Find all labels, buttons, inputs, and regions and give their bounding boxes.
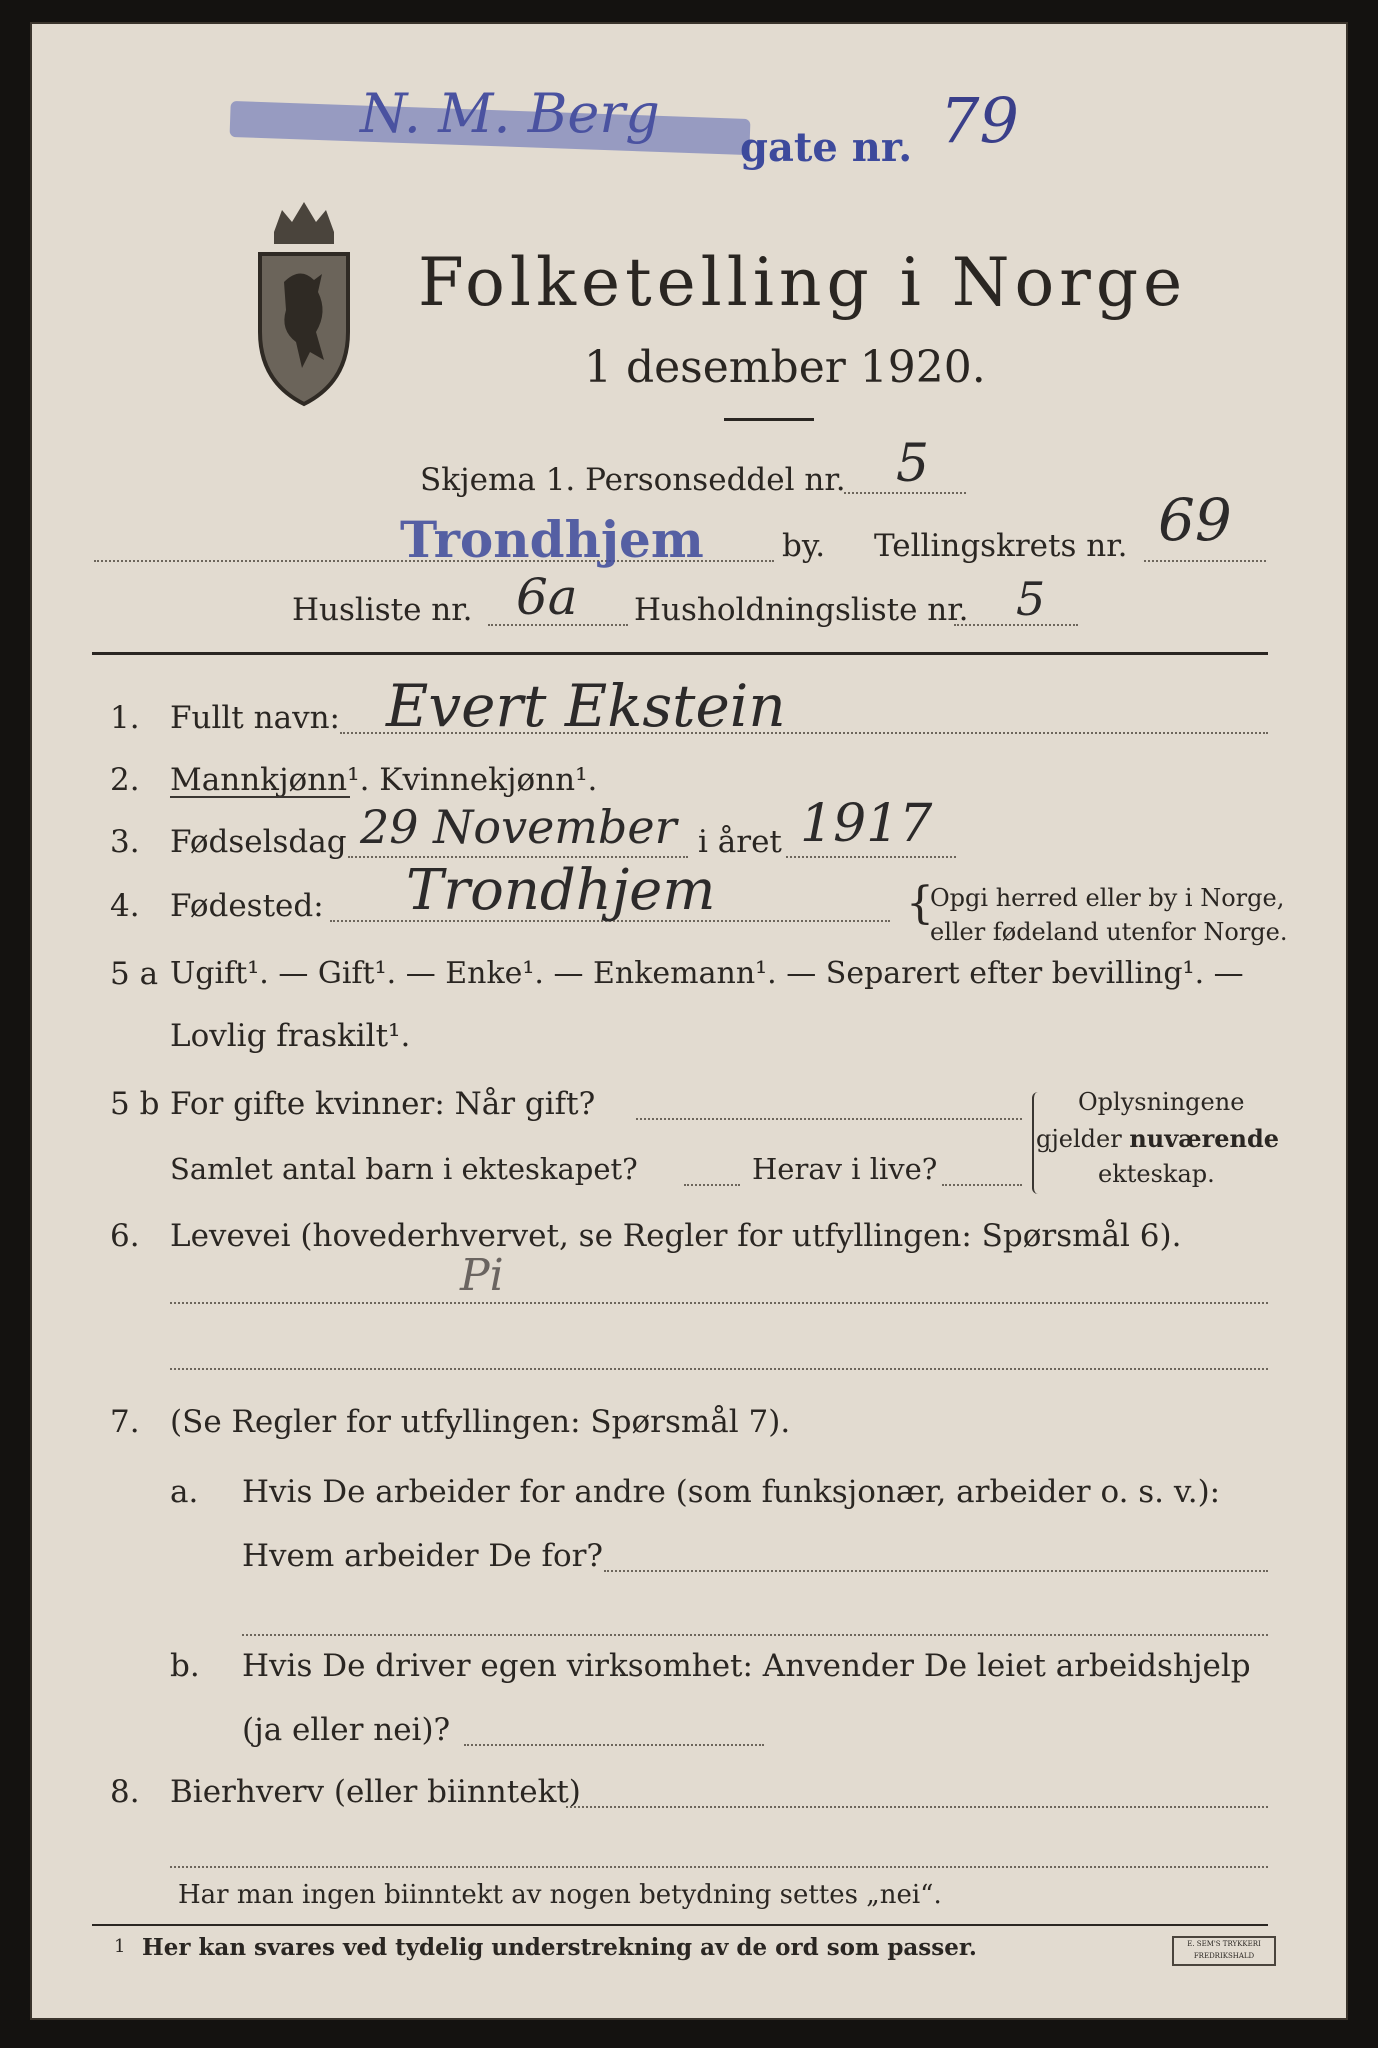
q5a-line1: Ugift¹. — Gift¹. — Enke¹. — Enkemann¹. — Separert efter bevilling¹. — — [170, 956, 1244, 991]
q7b-line1: Hvis De driver egen virksomhet: Anvender De leiet arbeidshjelp — [242, 1648, 1251, 1684]
q7a-line-2 — [242, 1634, 1268, 1636]
header-rule — [92, 652, 1268, 655]
street-name-handwritten: N. M. Berg — [360, 82, 660, 145]
q7a-letter: a. — [170, 1474, 199, 1510]
q6-value: Pi — [460, 1250, 504, 1301]
q1-number: 1. — [110, 700, 140, 736]
q8-number: 8. — [110, 1774, 140, 1810]
street-number: 79 — [940, 84, 1019, 157]
husholdning-value: 5 — [1016, 572, 1046, 626]
q7b-letter: b. — [170, 1648, 200, 1684]
q3-year-label: i året — [698, 824, 782, 860]
q7a-line2: Hvem arbeider De for? — [242, 1538, 604, 1574]
q7-label: (Se Regler for utfyllingen: Spørsmål 7). — [170, 1404, 791, 1440]
q5a-line2: Lovlig fraskilt¹. — [170, 1018, 411, 1054]
footnote-mark: 1 — [114, 1936, 126, 1957]
husliste-label: Husliste nr. — [292, 592, 473, 628]
krets-label: Tellingskrets nr. — [874, 528, 1128, 564]
title-divider — [724, 418, 814, 421]
q4-value: Trondhjem — [406, 858, 716, 923]
q3-day-value: 29 November — [360, 800, 677, 854]
city-stamp: Trondhjem — [400, 510, 704, 569]
husliste-value: 6a — [516, 568, 578, 626]
q4-note-1: Opgi herred eller by i Norge, — [930, 884, 1285, 912]
q2-underline-mannkjonn — [170, 796, 350, 798]
q5b-note-2a: gjelder — [1036, 1125, 1130, 1153]
q5b-children-label: Samlet antal barn i ekteskapet? — [170, 1152, 638, 1186]
q4-note-2: eller fødeland utenfor Norge. — [930, 918, 1288, 946]
q8-line-1 — [566, 1806, 1268, 1808]
street-label-stamp: gate nr. — [740, 124, 913, 171]
krets-line — [1144, 560, 1266, 562]
q4-number: 4. — [110, 888, 140, 924]
coat-of-arms-icon — [252, 192, 356, 412]
q7b-line2: (ja eller nei)? — [242, 1712, 451, 1748]
q5b-note-2b: nuværende — [1129, 1124, 1280, 1153]
q5b-note-2 — [1036, 1124, 1279, 1153]
q6-label: Levevei (hovederhvervet, se Regler for utfyllingen: Spørsmål 6). — [170, 1218, 1182, 1254]
q5b-line1: For gifte kvinner: Når gift? — [170, 1086, 596, 1122]
q7-number: 7. — [110, 1404, 140, 1440]
q1-value: Evert Ekstein — [386, 672, 786, 740]
q2-label: Mannkjønn¹. Kvinnekjønn¹. — [170, 762, 598, 798]
footnote-text: Her kan svares ved tydelig understrekning av de ord som passer. — [142, 1934, 977, 1961]
q5b-note-3: ekteskap. — [1098, 1160, 1215, 1188]
schema-label: Skjema 1. Personseddel nr. — [420, 462, 846, 498]
krets-value: 69 — [1158, 486, 1232, 554]
census-form — [30, 22, 1348, 2020]
q5b-number: 5 b — [110, 1086, 160, 1122]
q8-note: Har man ingen biinntekt av nogen betydning settes „nei“. — [178, 1880, 942, 1910]
q3-label: Fødselsdag — [170, 824, 347, 860]
q7a-line-1 — [604, 1570, 1268, 1572]
husholdning-label: Husholdningsliste nr. — [634, 592, 969, 628]
q3-year-value: 1917 — [800, 794, 933, 854]
footnote-rule — [92, 1924, 1268, 1926]
q8-line-2 — [170, 1866, 1268, 1868]
form-date: 1 desember 1920. — [584, 342, 986, 393]
form-title: Folketelling i Norge — [418, 244, 1188, 321]
q5a-number: 5 a — [110, 956, 159, 992]
q6-line-1 — [170, 1302, 1268, 1304]
q5b-children-line — [684, 1184, 740, 1186]
by-label: by. — [782, 528, 826, 564]
printer-text: E. SEM'S TRYKKERI FREDRIKSHALD — [1187, 1940, 1261, 1960]
q3-year-line — [786, 856, 956, 858]
q3-number: 3. — [110, 824, 140, 860]
q8-label: Bierhverv (eller biinntekt) — [170, 1774, 581, 1810]
q5b-alive-line — [942, 1184, 1022, 1186]
q7b-line — [464, 1744, 764, 1746]
printer-mark — [1172, 1936, 1276, 1966]
q4-brace: { — [906, 878, 934, 929]
q7a-line1: Hvis De arbeider for andre (som funksjonær, arbeider o. s. v.): — [242, 1474, 1221, 1510]
q2-number: 2. — [110, 762, 140, 798]
q1-label: Fullt navn: — [170, 700, 340, 736]
q4-label: Fødested: — [170, 888, 324, 924]
schema-value: 5 — [896, 434, 930, 494]
q6-number: 6. — [110, 1218, 140, 1254]
q5b-note-1: Oplysningene — [1078, 1088, 1245, 1116]
q6-line-2 — [170, 1368, 1268, 1370]
q5b-alive-label: Herav i live? — [752, 1152, 938, 1186]
q5b-gift-line — [636, 1118, 1022, 1120]
